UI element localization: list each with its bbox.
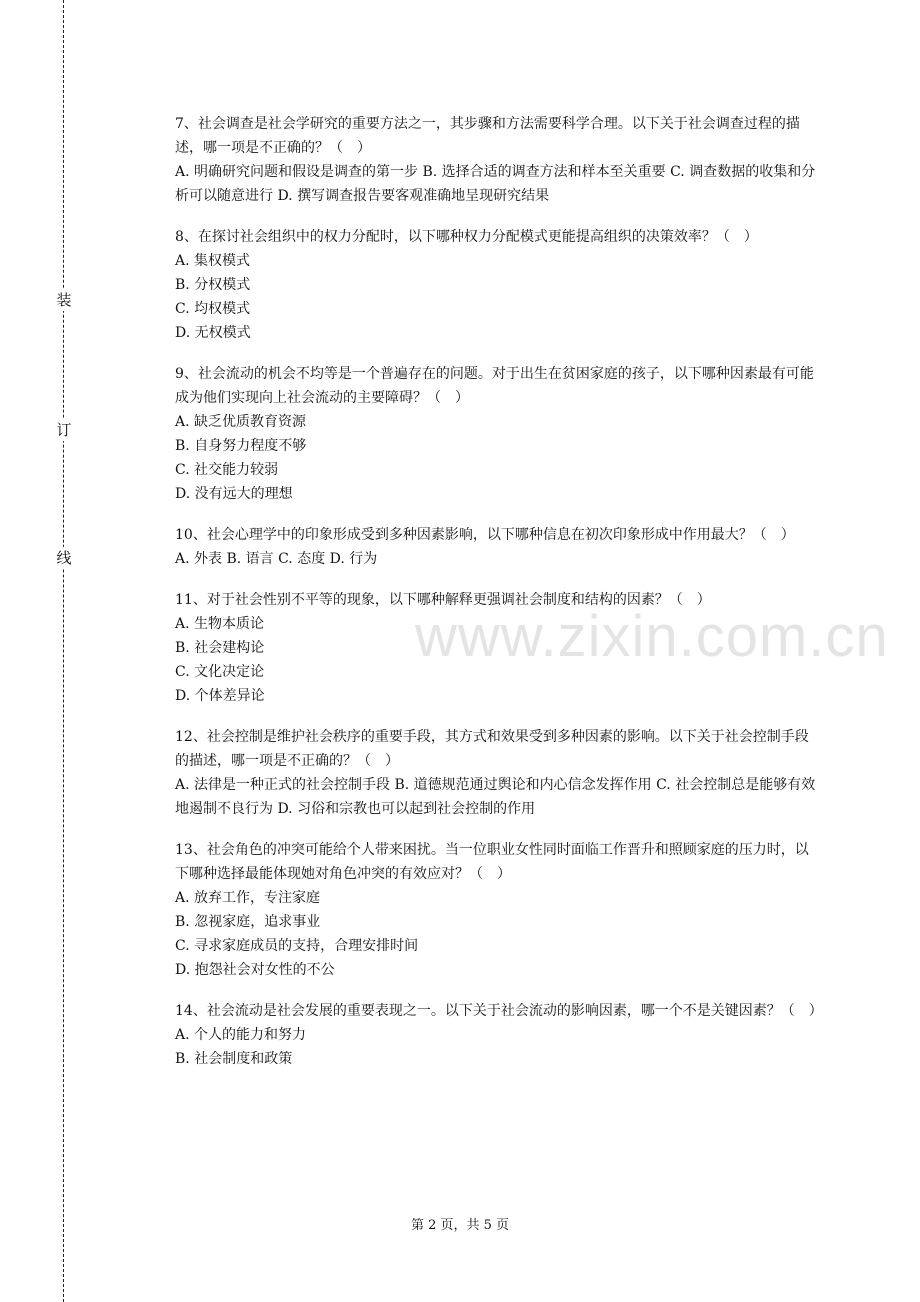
option-item: B. 分权模式 <box>175 277 251 293</box>
question-options-inline: A. 外表 B. 语言 C. 态度 D. 行为 <box>175 551 378 567</box>
question <box>175 523 820 571</box>
option-item: C. 均权模式 <box>175 301 251 317</box>
question-text: 11、对于社会性别不平等的现象，以下哪种解释更强调社会制度和结构的因素？（ ） <box>175 592 711 608</box>
question-text: 12、社会控制是维护社会秩序的重要手段，其方式和效果受到多种因素的影响。以下关于社会控制手段的描述，哪一项是不正确的？（ ） <box>175 729 809 769</box>
question-options-inline: A. 明确研究问题和假设是调查的第一步 B. 选择合适的调查方法和样本至关重要 C. 调查数据的收集和分析可以随意进行 D. 撰写调查报告要客观准确地呈现研究结果 <box>175 164 816 204</box>
option-item: B. 社会建构论 <box>175 640 265 656</box>
binding-dashed-line <box>63 0 64 1302</box>
option-item: C. 文化决定论 <box>175 664 265 680</box>
option-item: A. 放弃工作，专注家庭 <box>175 890 321 906</box>
question-options-inline: A. 法律是一种正式的社会控制手段 B. 道德规范通过舆论和内心信念发挥作用 C. 社会控制总是能够有效地遏制不良行为 D. 习俗和宗教也可以起到社会控制的作用 <box>175 777 816 817</box>
question-text: 9、社会流动的机会不均等是一个普遍存在的问题。对于出生在贫困家庭的孩子，以下哪种因素最有可能成为他们实现向上社会流动的主要障碍？（ ） <box>175 366 814 406</box>
exam-content <box>175 112 823 1088</box>
question <box>175 725 820 821</box>
question-text: 13、社会角色的冲突可能给个人带来困扰。当一位职业女性同时面临工作晋升和照顾家庭的压力时，以下哪种选择最能体现她对角色冲突的有效应对？（ ） <box>175 842 809 882</box>
option-item: C. 寻求家庭成员的支持，合理安排时间 <box>175 938 419 954</box>
watermark: www.zixin.com.cn <box>415 604 889 669</box>
option-item: A. 生物本质论 <box>175 616 265 632</box>
question <box>175 588 820 708</box>
option-item: B. 忽视家庭，追求事业 <box>175 914 321 930</box>
question <box>175 362 820 506</box>
option-item: A. 缺乏优质教育资源 <box>175 414 307 430</box>
option-list <box>175 612 820 708</box>
option-list <box>175 886 820 982</box>
question <box>175 112 820 208</box>
option-item: B. 社会制度和政策 <box>175 1051 293 1067</box>
question-text: 10、社会心理学中的印象形成受到多种因素影响，以下哪种信息在初次印象形成中作用最大？（ ） <box>175 527 795 543</box>
option-item: D. 没有远大的理想 <box>175 486 293 502</box>
option-item: D. 无权模式 <box>175 325 251 341</box>
option-item: C. 社交能力较弱 <box>175 462 279 478</box>
option-item: A. 集权模式 <box>175 253 251 269</box>
option-item: D. 个体差异论 <box>175 688 265 704</box>
question <box>175 838 820 982</box>
question-text: 14、社会流动是社会发展的重要表现之一。以下关于社会流动的影响因素，哪一个不是关键因素？（ ） <box>175 1003 823 1019</box>
binding-char-ding: 订 <box>54 419 74 441</box>
option-list <box>175 410 820 506</box>
question-text: 7、社会调查是社会学研究的重要方法之一，其步骤和方法需要科学合理。以下关于社会调查过程的描述，哪一项是不正确的？（ ） <box>175 116 800 156</box>
page-footer: 第 2 页，共 5 页 <box>410 1218 510 1233</box>
binding-char-xian: 线 <box>54 547 74 569</box>
option-item: B. 自身努力程度不够 <box>175 438 307 454</box>
option-list <box>175 249 820 345</box>
question-text: 8、在探讨社会组织中的权力分配时，以下哪种权力分配模式更能提高组织的决策效率？（ ） <box>175 229 758 245</box>
option-item: A. 个人的能力和努力 <box>175 1027 307 1043</box>
question <box>175 999 823 1071</box>
binding-char-zhuang: 装 <box>54 289 74 311</box>
option-list <box>175 1023 820 1071</box>
question <box>175 225 820 345</box>
option-item: D. 抱怨社会对女性的不公 <box>175 962 335 978</box>
